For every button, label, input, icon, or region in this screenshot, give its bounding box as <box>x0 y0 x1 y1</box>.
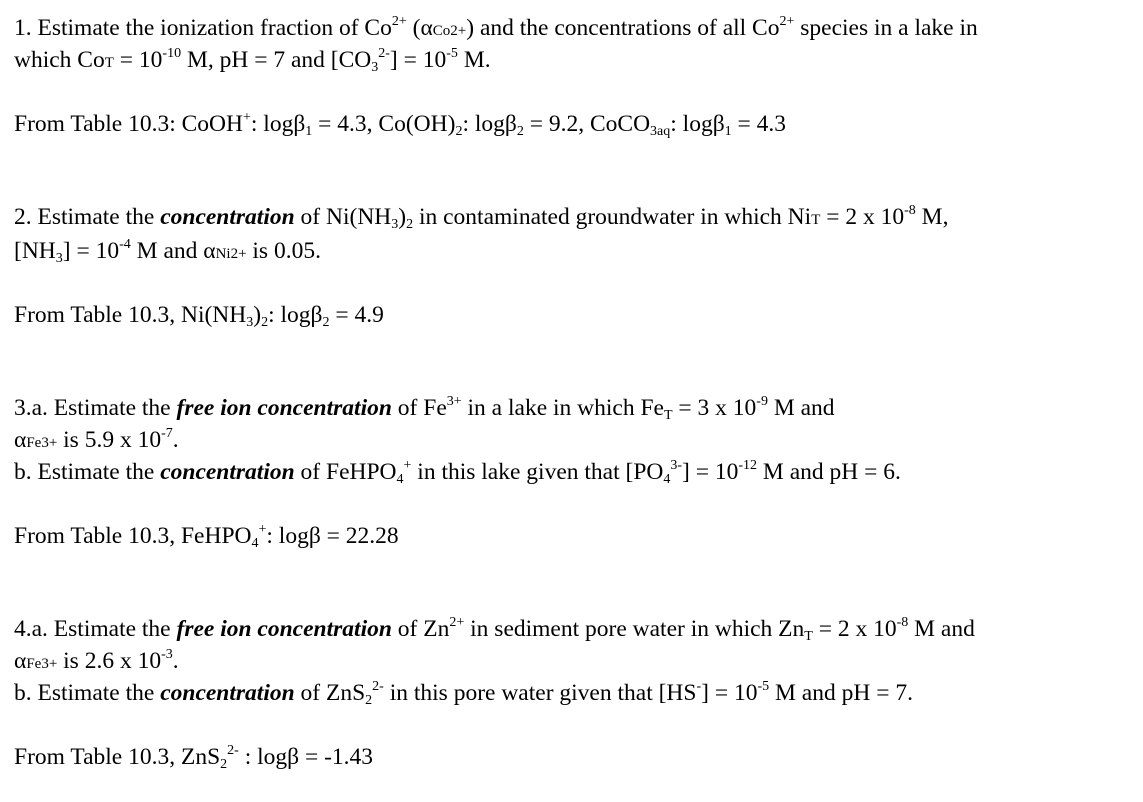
problem-1-data-line: From Table 10.3: CoOH+: logβ$_1$ = 4.3, $Co(OH)_2$: logβ$_2$ = 9.2, CoCO$_{3aq}$: logβ$_1$ = 4.3 <box>14 110 787 139</box>
problem-1-line-1: 1. Estimate the ionization fraction of $Co^{2+}$ (αCo2+) and the concentrations of all $Co^{2+}$ species in a lake in <box>14 14 978 41</box>
problem-2-line-1: 2. Estimate the concentration of $Ni(NH_3)_2$ in contaminated groundwater in which NiT = 2 x $10^{-8}$ M, <box>14 203 949 232</box>
problem-4-data-line: From Table 10.3, ZnS$_2^{2-}$ : logβ = -1.43 <box>14 743 374 772</box>
problem-3a-line-1: 3.a. Estimate the free ion concentration of $Fe^{3+}$ in a lake in which $Fe_T = 3$ x $10^{-9}$ M and <box>14 394 835 423</box>
problem-2-data-line: From Table 10.3, $Ni(NH_3)_2$: logβ$_2$ = 4.9 <box>14 302 384 330</box>
problem-3a-line-2: αFe3+ is 5.9 x $10^{-7}$. <box>14 426 179 453</box>
problem-4a-line-1: 4.a. Estimate the free ion concentration of $Zn^{2+}$ in sediment pore water in which $Zn_T = 2$ x $10^{-8}$ M and <box>14 615 975 644</box>
problem-1-line-2: which CoT = $10^{-10}$ M, pH = 7 and $[CO_3^{2-}] = 10^{-5}$ M. <box>14 46 491 75</box>
problem-4b-line: b. Estimate the concentration of ZnS$_2^{2-}$ in this pore water given that $[HS^-] = 10^{-5}$ M and pH = 7. <box>14 679 913 708</box>
problem-3-data-line: From Table 10.3, FeHPO$_4$+: logβ = 22.28 <box>14 522 399 551</box>
problem-2-line-2: $[NH_3] = 10^{-4}$ M and αNi2+ is 0.05. <box>14 237 321 266</box>
problem-4a-line-2: αFe3+ is 2.6 x $10^{-3}$. <box>14 647 179 674</box>
problem-3b-line: b. Estimate the concentration of FeHPO$_4$+ in this lake given that $[PO_4^{3-}] = 10^{-12}$ M and pH = 6. <box>14 458 901 487</box>
